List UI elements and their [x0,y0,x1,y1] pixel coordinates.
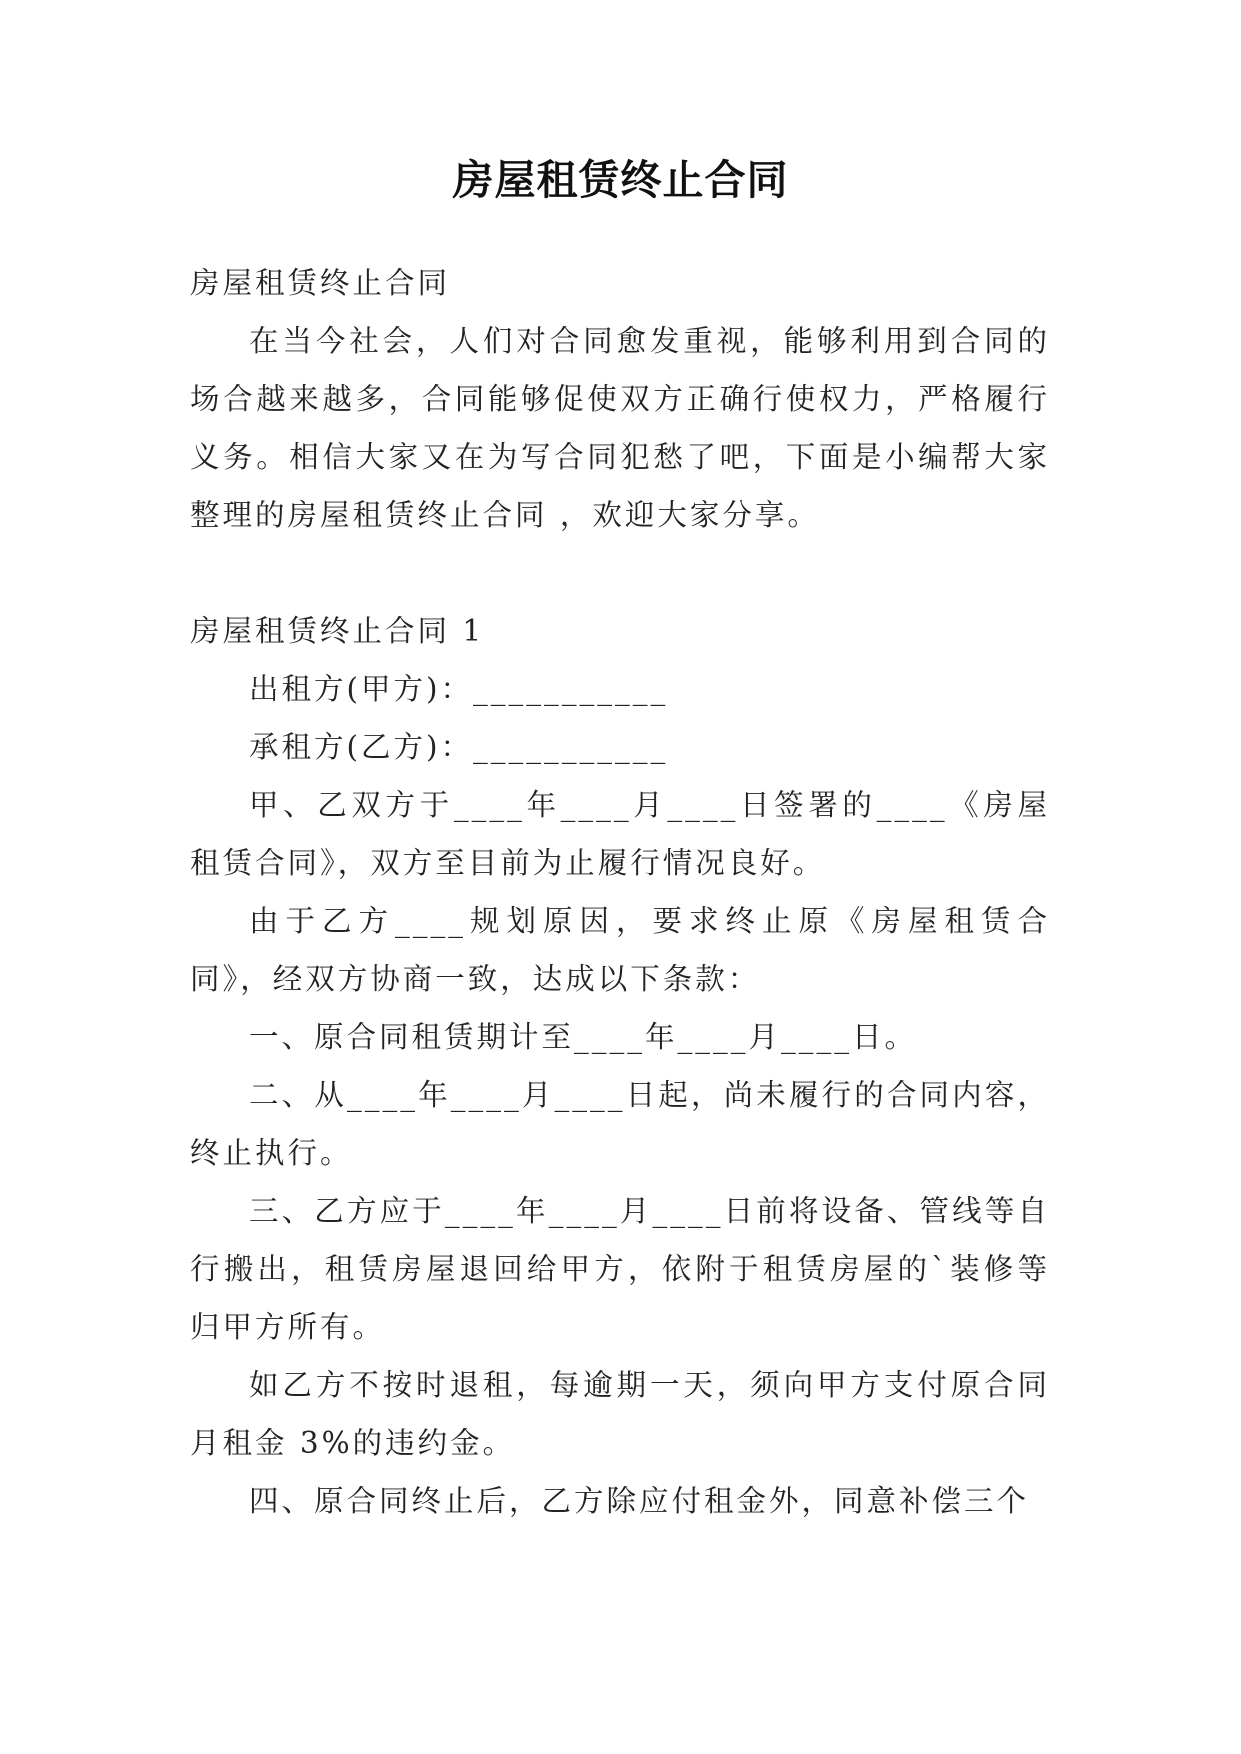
document-body [190,254,1050,1530]
lessor-line: 出租方(甲方)：___________ [249,672,669,706]
clause-2: 二、从____年____月____日起，尚未履行的合同内容，终止执行。 [190,1078,1050,1170]
intro-paragraph: 在当今社会，人们对合同愈发重视，能够利用到合同的场合越来越多，合同能够促使双方正确行使权力，严格履行义务。相信大家又在为写合同犯愁了吧，下面是小编帮大家整理的房屋租赁终止合同 ，欢迎大家分享。 [190,324,1050,532]
clause-1: 一、原合同租赁期计至____年____月____日。 [249,1020,918,1054]
section-title: 房屋租赁终止合同 1 [190,614,485,648]
document-subtitle: 房屋租赁终止合同 [190,266,451,300]
clause-4: 四、原合同终止后，乙方除应付租金外，同意补偿三个 [249,1484,1030,1518]
paragraph-reason: 由于乙方____规划原因，要求终止原《房屋租赁合同》，经双方协商一致，达成以下条款： [190,904,1050,996]
clause-3-penalty: 如乙方不按时退租，每逾期一天，须向甲方支付原合同月租金 3%的违约金。 [190,1368,1050,1460]
lessee-line: 承租方(乙方)：___________ [249,730,669,764]
clause-3: 三、乙方应于____年____月____日前将设备、管线等自行搬出，租赁房屋退回给甲方，依附于租赁房屋的`装修等归甲方所有。 [190,1194,1050,1344]
paragraph-gap [190,544,1050,602]
paragraph-signing: 甲、乙双方于____年____月____日签署的____《房屋租赁合同》，双方至目前为止履行情况良好。 [190,788,1050,880]
document-title: 房屋租赁终止合同 [452,156,789,204]
